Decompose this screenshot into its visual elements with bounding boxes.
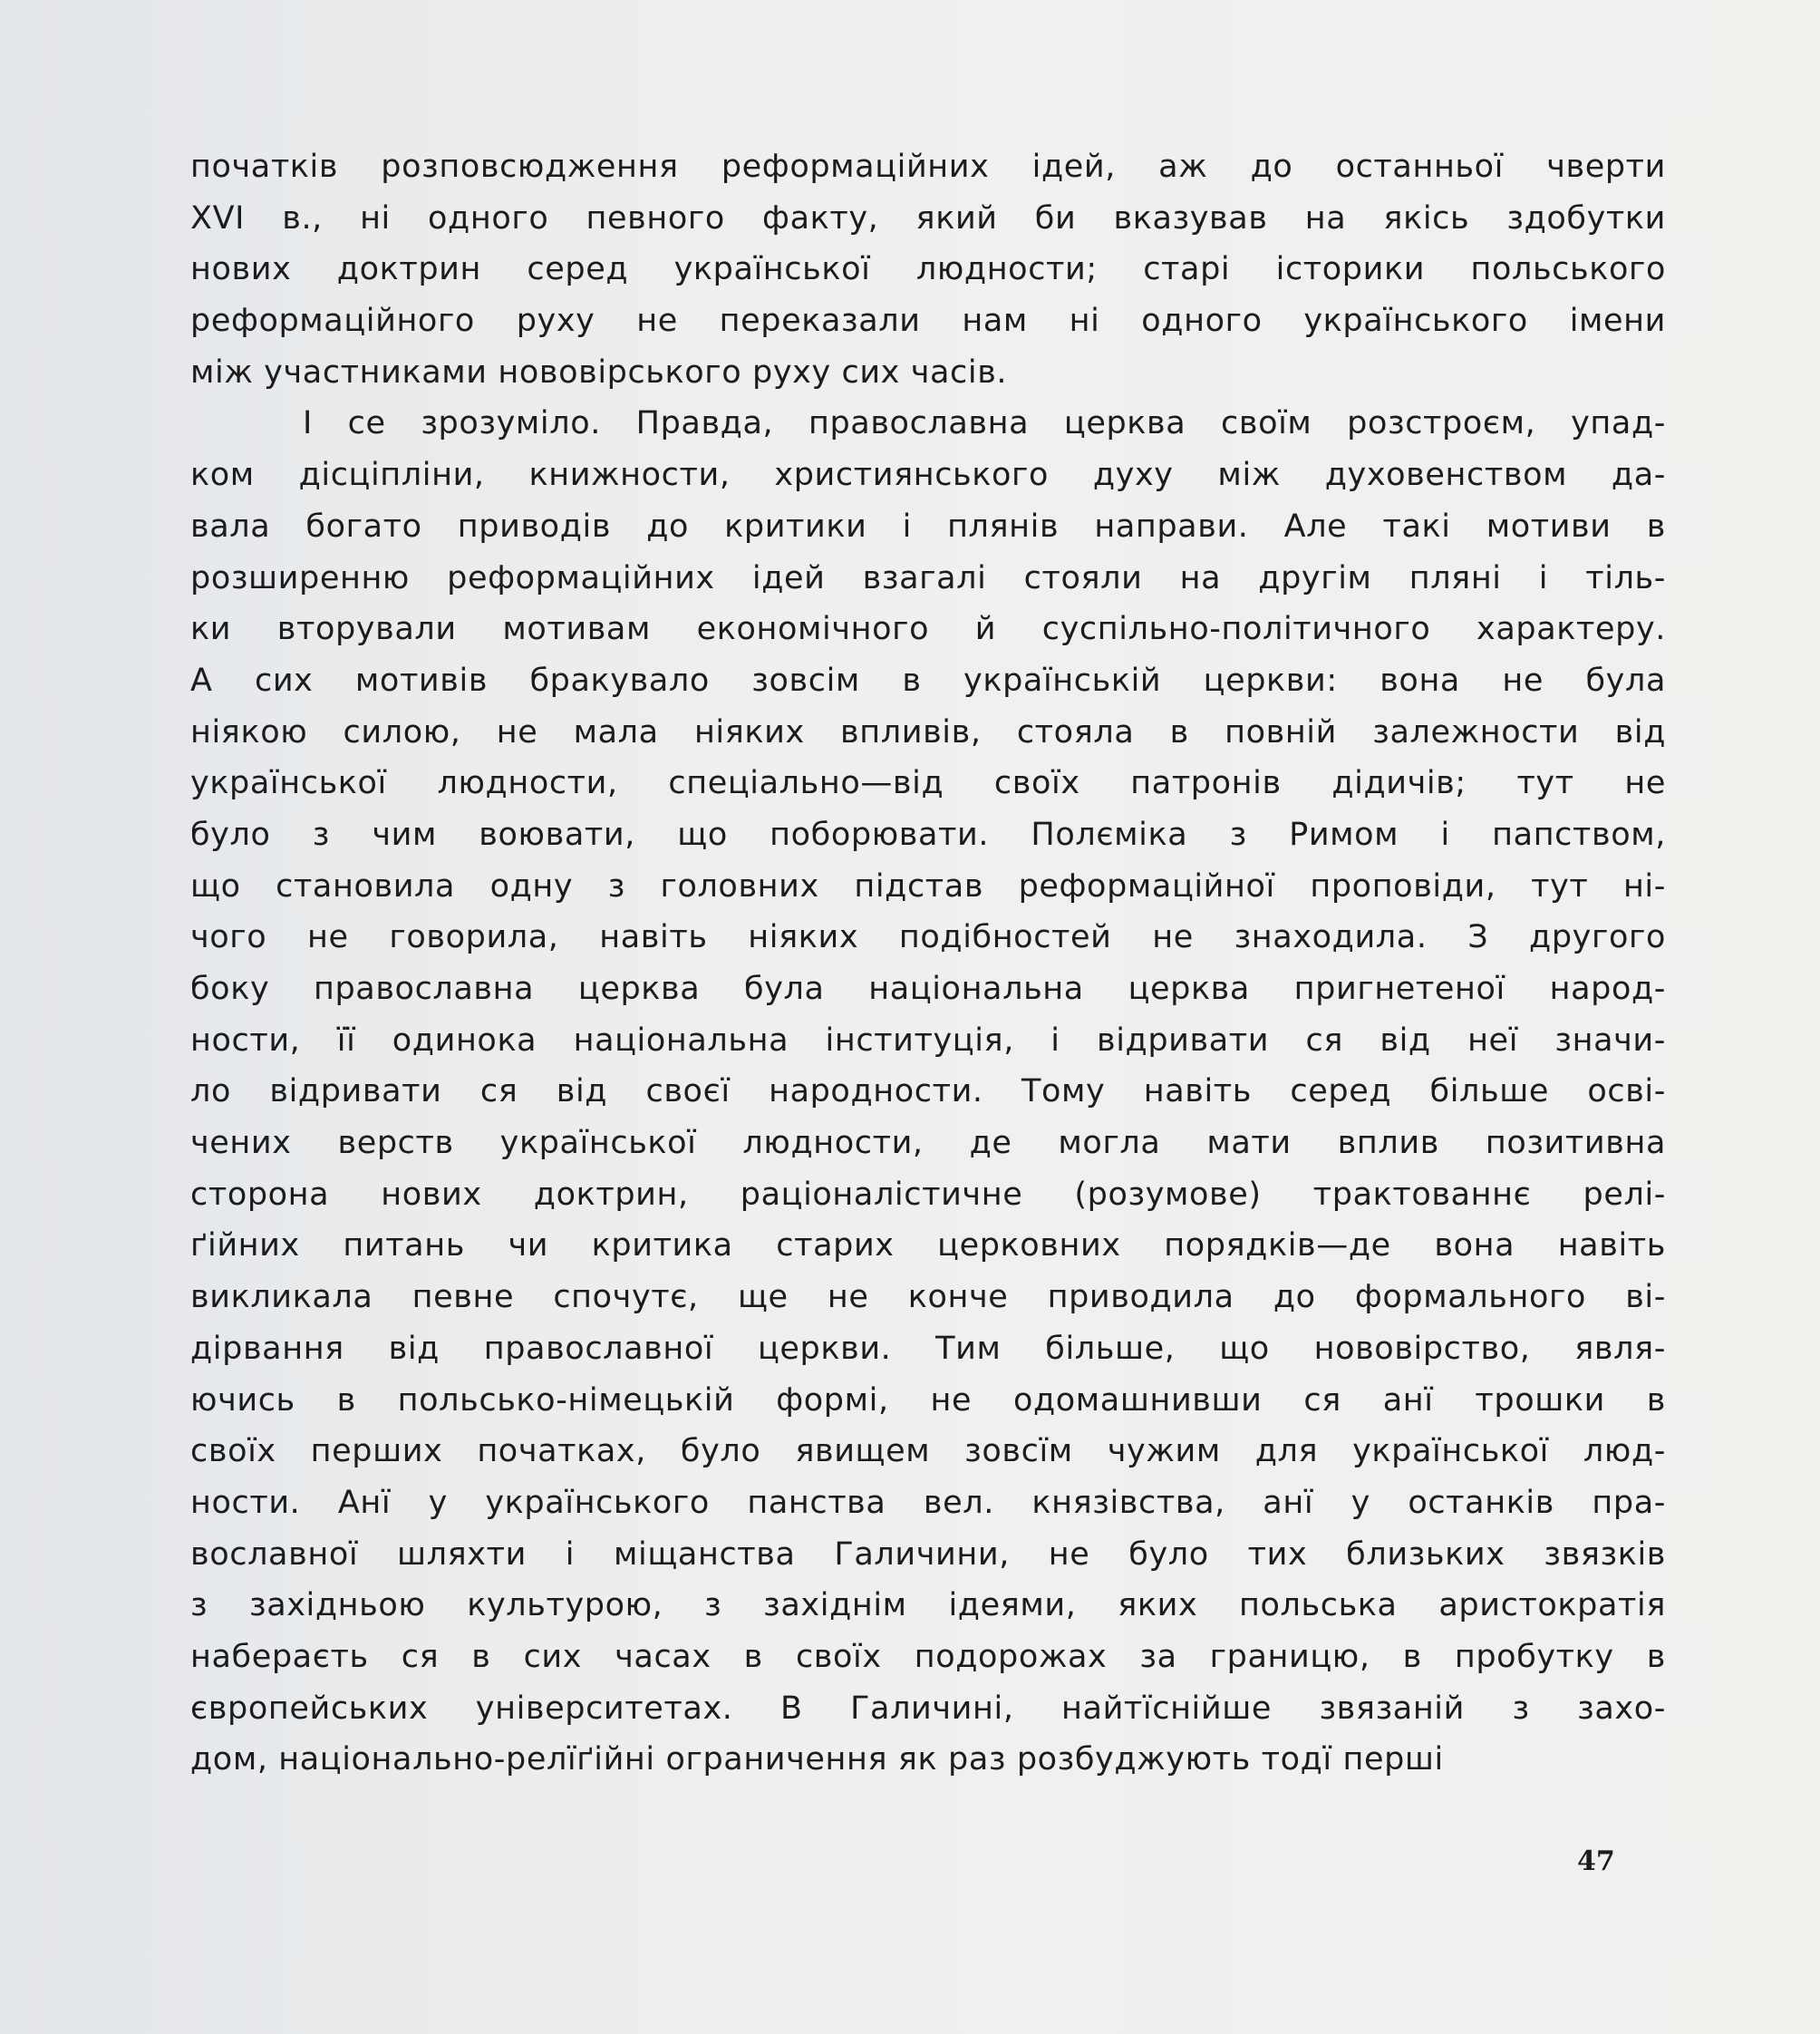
text-line: А сих мотивів бракувало зовсім в українській церкви: вона не була xyxy=(190,662,1666,699)
text-line: вала богато приводів до критики і плянів направи. Але такі мотиви в xyxy=(190,508,1666,545)
text-line: сторона нових доктрин, раціоналістичне (розумове) трактованнє релі- xyxy=(190,1176,1666,1213)
text-line: реформаційного руху не переказали нам ні одного українського імени xyxy=(190,303,1666,340)
text-line: набераєть ся в сих часах в своїх подорожах за границю, в пробутку в xyxy=(190,1638,1666,1675)
text-line: боку православна церква була національна церква пригнетеної народ- xyxy=(190,971,1666,1007)
text-line: XVI в., ні одного певного факту, який би вказував на якісь здобутки xyxy=(190,199,1666,237)
text-line: ком дісціпліни, книжности, християнського духу між духовенством да- xyxy=(190,457,1666,494)
text-line: ґійних питань чи критика старих церковних порядків—де вона навіть xyxy=(190,1227,1666,1264)
text-line: дірвання від православної церкви. Тим більше, що нововірство, явля- xyxy=(190,1330,1666,1367)
text-line: своїх перших початках, було явищем зовсїм чужим для української люд- xyxy=(190,1433,1666,1470)
body-text xyxy=(190,141,1666,1786)
text-line: української людности, спеціально—від своїх патронів дідичів; тут не xyxy=(190,765,1666,802)
text-line: з західньою культурою, з західнім ідеями, яких польська аристократія xyxy=(190,1587,1666,1624)
text-line: ности. Анї у українського панства вел. князівства, анї у останків пра- xyxy=(190,1484,1666,1521)
text-line: європейських університетах. В Галичині, найтїснійше звязаній з захо- xyxy=(190,1690,1666,1727)
text-line: між участниками нововірського руху сих часів. xyxy=(190,354,1008,391)
text-line: було з чим воювати, що поборювати. Полєміка з Римом і папством, xyxy=(190,816,1666,853)
text-line: ючись в польсько-німецькій формі, не одомашнивши ся анї трошки в xyxy=(190,1381,1666,1419)
text-line: ности, її одинока національна інституція, і відривати ся від неї значи- xyxy=(190,1022,1666,1059)
text-line: що становила одну з головних підстав реформаційної проповіди, тут ні- xyxy=(190,867,1666,905)
text-line: чених верств української людности, де могла мати вплив позитивна xyxy=(190,1125,1666,1162)
text-line: вославної шляхти і міщанства Галичини, не було тих близьких звязків xyxy=(190,1535,1666,1573)
text-line: дом, національно-релїґійні ограничення як раз розбуджують тодї перші xyxy=(190,1741,1444,1778)
text-line: І се зрозуміло. Правда, православна церква своїм розстроєм, упад- xyxy=(303,405,1666,442)
page-number: 47 xyxy=(1577,1845,1615,1877)
text-line: ніякою силою, не мала ніяких впливів, стояла в повній залежности від xyxy=(190,713,1666,751)
text-line: чого не говорила, навіть ніяких подібностей не знаходила. З другого xyxy=(190,919,1666,956)
text-line: розширенню реформаційних ідей взагалі стояли на другім пляні і тіль- xyxy=(190,559,1666,596)
text-line: нових доктрин серед української людности; старі історики польського xyxy=(190,251,1666,288)
text-line: ки вторували мотивам економічного й суспільно-політичного характеру. xyxy=(190,611,1666,648)
text-line: викликала певне спочутє, ще не конче приводила до формального ві- xyxy=(190,1279,1666,1316)
text-line: початків розповсюдження реформаційних ідей, аж до останньої чверти xyxy=(190,149,1666,185)
text-line: ло відривати ся від своєї народности. Тому навіть серед більше осві- xyxy=(190,1073,1666,1110)
